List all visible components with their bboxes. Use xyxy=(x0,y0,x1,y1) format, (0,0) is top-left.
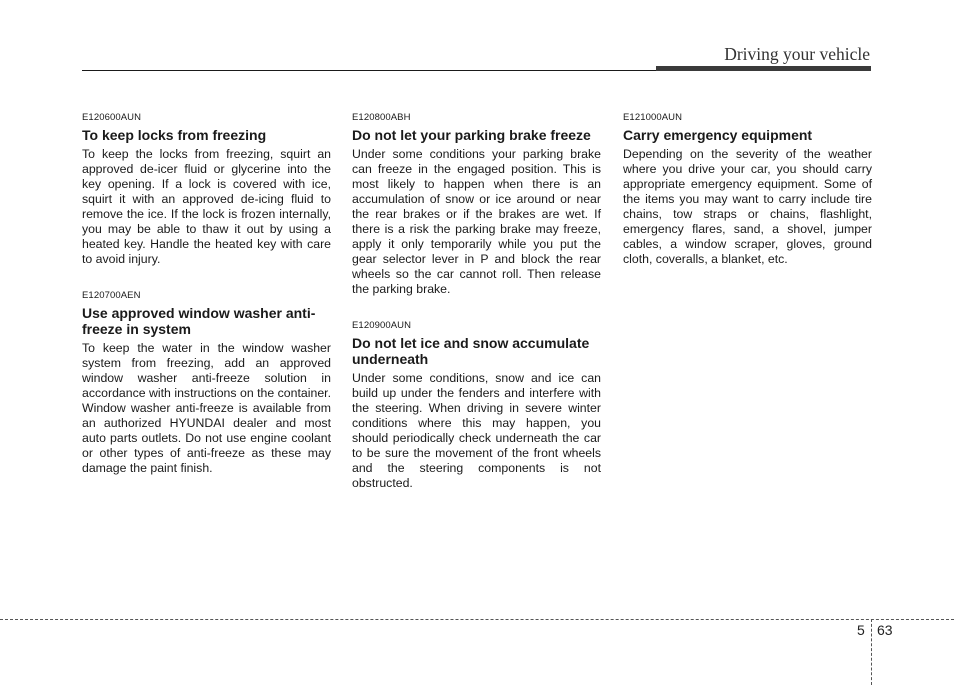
section-heading: Do not let your parking brake freeze xyxy=(352,127,591,143)
section-body: Under some conditions your parking brake can freeze in the engaged position. This is most likely to happen when there is an accumulation of snow or ice around or near the rear brakes or if the brakes are wet. If there is a risk the parking brake may freeze, apply it only temporarily while you put the gear selector lever in P and block the rear wheels so the car cannot roll. Then release the parking brake. xyxy=(352,147,601,296)
section-code: E120900AUN xyxy=(352,320,412,331)
section-locks-freezing xyxy=(82,112,331,267)
section-ice-snow xyxy=(352,320,601,491)
footer-dashed-divider xyxy=(871,619,872,685)
page-number: 63 xyxy=(877,622,893,638)
header-rule-thick xyxy=(656,66,871,71)
running-header-title: Driving your vehicle xyxy=(724,44,870,64)
section-emergency-equipment xyxy=(623,112,872,267)
header-rule-thin xyxy=(82,70,656,71)
section-code: E120600AUN xyxy=(82,112,142,123)
section-heading: Do not let ice and snow accumulate underneath xyxy=(352,335,590,367)
text-column-right xyxy=(623,112,872,290)
footer-dashed-rule xyxy=(0,619,954,620)
section-body: To keep the locks from freezing, squirt an approved de-icer fluid or glycerine into the key opening. If a lock is covered with ice, squirt it with an approved de-icing fluid to remove the ice. If the lock is frozen internally, you may be able to thaw it out by using a heated key. Handle the heated key with care to avoid injury. xyxy=(82,147,331,266)
section-washer-antifreeze xyxy=(82,290,331,476)
section-code: E120800ABH xyxy=(352,112,411,123)
section-body: Depending on the severity of the weather where you drive your car, you should carry appropriate emergency equipment. Some of the items you may want to carry include tire chains, tow straps or chains, flashlight, emergency flares, sand, a shovel, jumper cables, a window scraper, gloves, ground cloth, coveralls, a blanket, etc. xyxy=(623,147,872,266)
text-column-middle xyxy=(352,112,601,514)
section-parking-brake xyxy=(352,112,601,297)
section-heading: Carry emergency equipment xyxy=(623,127,813,143)
section-heading: To keep locks from freezing xyxy=(82,127,267,143)
section-body: To keep the water in the window washer system from freezing, add an approved window washer anti-freeze solution in accordance with instructions on the container. Window washer anti-freeze is available from an authorized HYUNDAI dealer and most auto parts outlets. Do not use engine coolant or other types of anti-freeze as these may damage the paint finish. xyxy=(82,341,331,475)
section-code: E121000AUN xyxy=(623,112,683,123)
section-heading: Use approved window washer anti-freeze in system xyxy=(82,305,316,337)
section-code: E120700AEN xyxy=(82,290,141,301)
chapter-number: 5 xyxy=(857,622,865,638)
section-body: Under some conditions, snow and ice can build up under the fenders and interfere with the steering. When driving in severe winter conditions where this may happen, you should periodically check underneath the car to be sure the movement of the front wheels and the steering components is not obstructed. xyxy=(352,371,601,490)
text-column-left xyxy=(82,112,331,499)
